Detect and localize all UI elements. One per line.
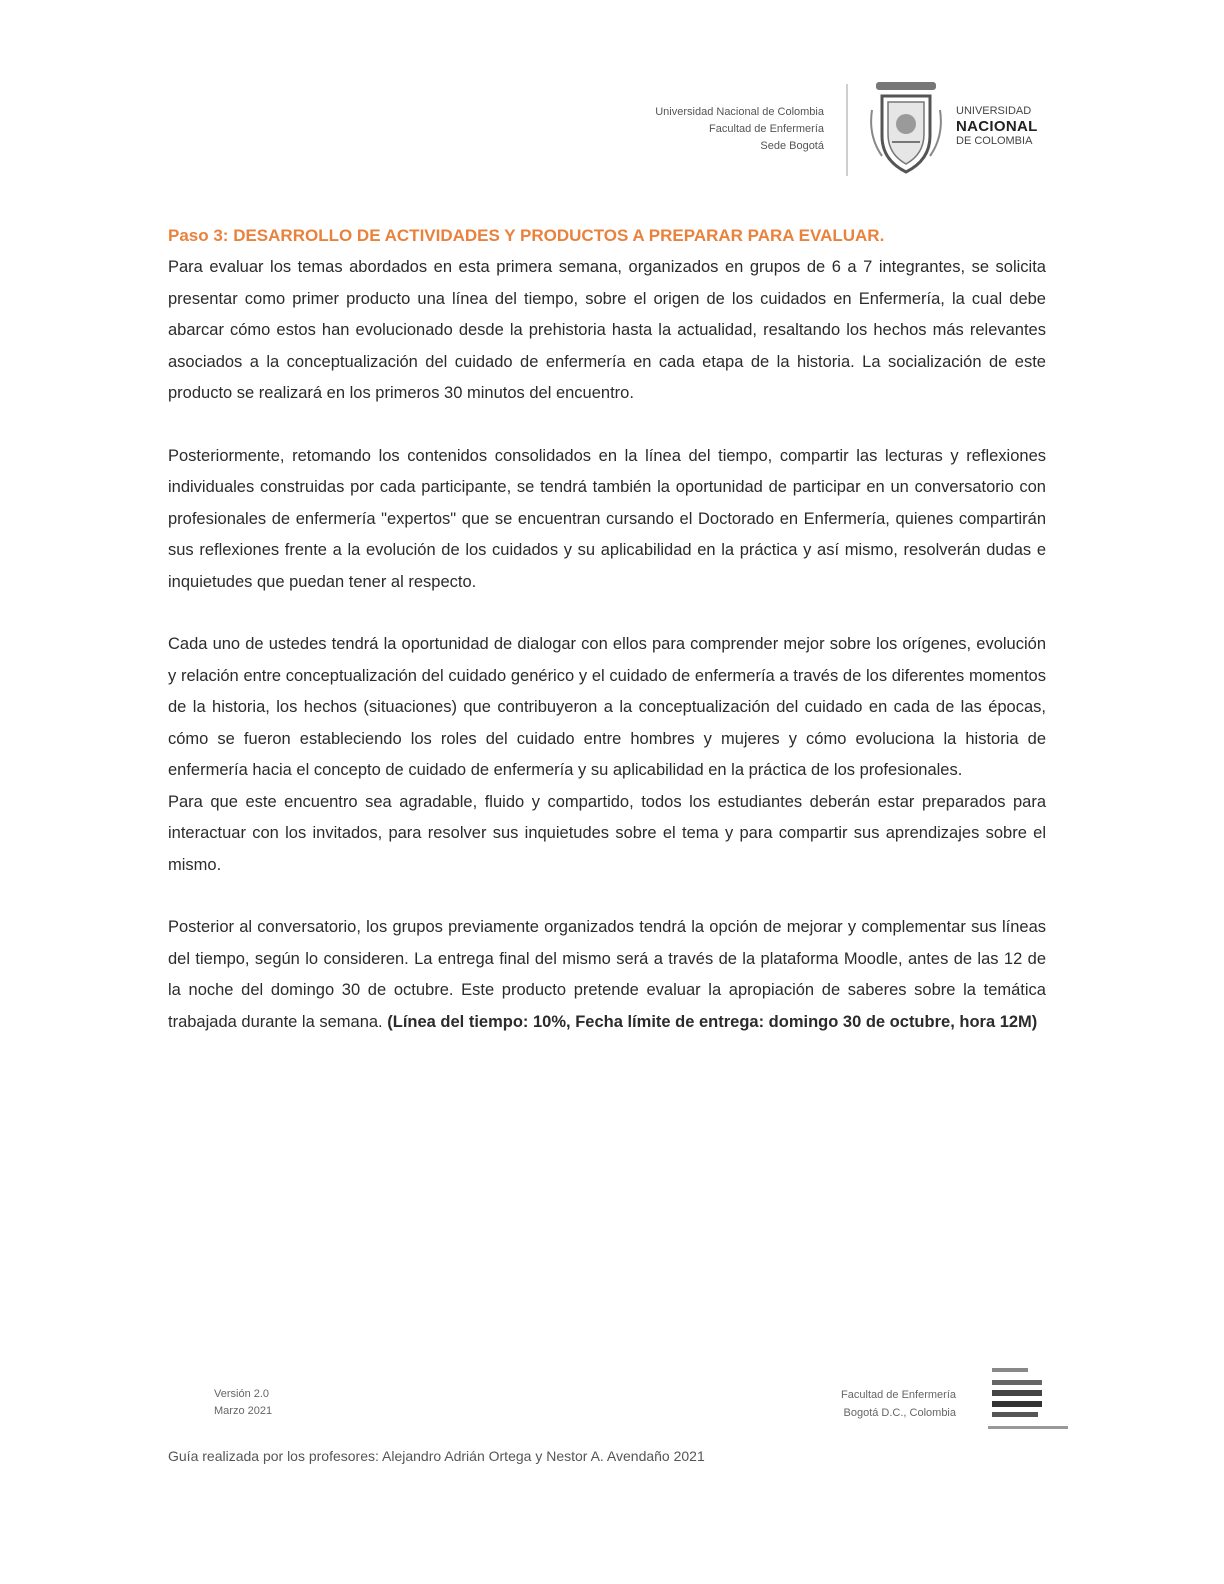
footer-logo-icon: [986, 1366, 1070, 1432]
university-logo-text: [956, 104, 1096, 149]
paragraph: Para evaluar los temas abordados en esta primera semana, organizados en grupos de 6 a 7 integrantes, se solicita presentar como primer producto una línea del tiempo, sobre el origen de los cuidados en Enfermería, la cual debe abarcar cómo estos han evolucionado desde la prehistoria hasta la actualidad, resaltando los hechos más relevantes asociados a la conceptualización del cuidado de enfermería en cada etapa de la historia. La socialización de este producto se realizará en los primeros 30 minutos del encuentro.: [168, 258, 1046, 402]
paragraph: [168, 912, 1046, 1038]
header-line: Sede Bogotá: [760, 140, 824, 152]
deadline-emphasis: (Línea del tiempo: 10%, Fecha límite de entrega: domingo 30 de octubre, hora 12M): [387, 1012, 1038, 1031]
footer-line: Facultad de Enfermería: [841, 1389, 956, 1401]
institution-header: [655, 104, 824, 155]
logo-name-main: NACIONAL: [956, 118, 1038, 135]
footer-line: Versión 2.0: [214, 1388, 270, 1400]
paragraph: Posteriormente, retomando los contenidos consolidados en la línea del tiempo, compartir las lecturas y reflexiones individuales construidas por cada participante, se tendrá también la oportunidad de participar en un conversatorio con profesionales de enfermería "expertos" que se encuentran cursando el Doctorado en Enfermería, quienes compartirán sus reflexiones frente a la evolución de los cuidados y su aplicabilidad en la práctica y así mismo, resolverán dudas e inquietudes que puedan tener al respecto.: [168, 446, 1046, 591]
section-title: Paso 3: DESARROLLO DE ACTIVIDADES Y PRODUCTOS A PREPARAR PARA EVALUAR.: [168, 226, 885, 245]
footer-version: [214, 1386, 272, 1420]
university-seal-icon: [868, 80, 944, 176]
paragraph: Cada uno de ustedes tendrá la oportunidad de dialogar con ellos para comprender mejor sobre los orígenes, evolución y relación entre conceptualización del cuidado genérico y el cuidado de enfermería a través de los diferentes momentos de la historia, los hechos (situaciones) que contribuyeron a la conceptualización del cuidado en cada de las épocas, cómo se fueron estableciendo los roles del cuidado entre hombres y mujeres y cómo evoluciona la historia de enfermería hacia el concepto de cuidado de enfermería y su aplicabilidad en la práctica de los profesionales.: [168, 635, 1046, 779]
header-divider: [846, 84, 848, 176]
paragraph: Para que este encuentro sea agradable, fluido y compartido, todos los estudiantes deberán estar preparados para interactuar con los invitados, para resolver sus inquietudes sobre el tema y para compartir sus aprendizajes sobre el mismo.: [168, 792, 1046, 874]
footer-line: Marzo 2021: [214, 1405, 273, 1417]
paragraph-text: Posterior al conversatorio, los grupos previamente organizados tendrá la opción de mejorar y complementar sus líneas del tiempo, según lo consideren. La entrega final del mismo será a través de la plataforma Moodle, antes de las 12 de la noche del domingo 30 de octubre. Este producto pretende evaluar la apropiación de saberes sobre la temática trabajada durante la semana.: [168, 918, 1046, 1031]
header-line: Universidad Nacional de Colombia: [655, 106, 824, 118]
footer-address: [841, 1386, 956, 1422]
author-credit: Guía realizada por los profesores: Alejandro Adrián Ortega y Nestor A. Avendaño 2021: [168, 1448, 705, 1464]
footer-line: Bogotá D.C., Colombia: [843, 1407, 956, 1419]
document-body: [168, 222, 1046, 1038]
logo-name-top: UNIVERSIDAD: [956, 105, 1032, 117]
header-line: Facultad de Enfermería: [709, 123, 824, 135]
logo-name-bottom: DE COLOMBIA: [956, 135, 1033, 147]
